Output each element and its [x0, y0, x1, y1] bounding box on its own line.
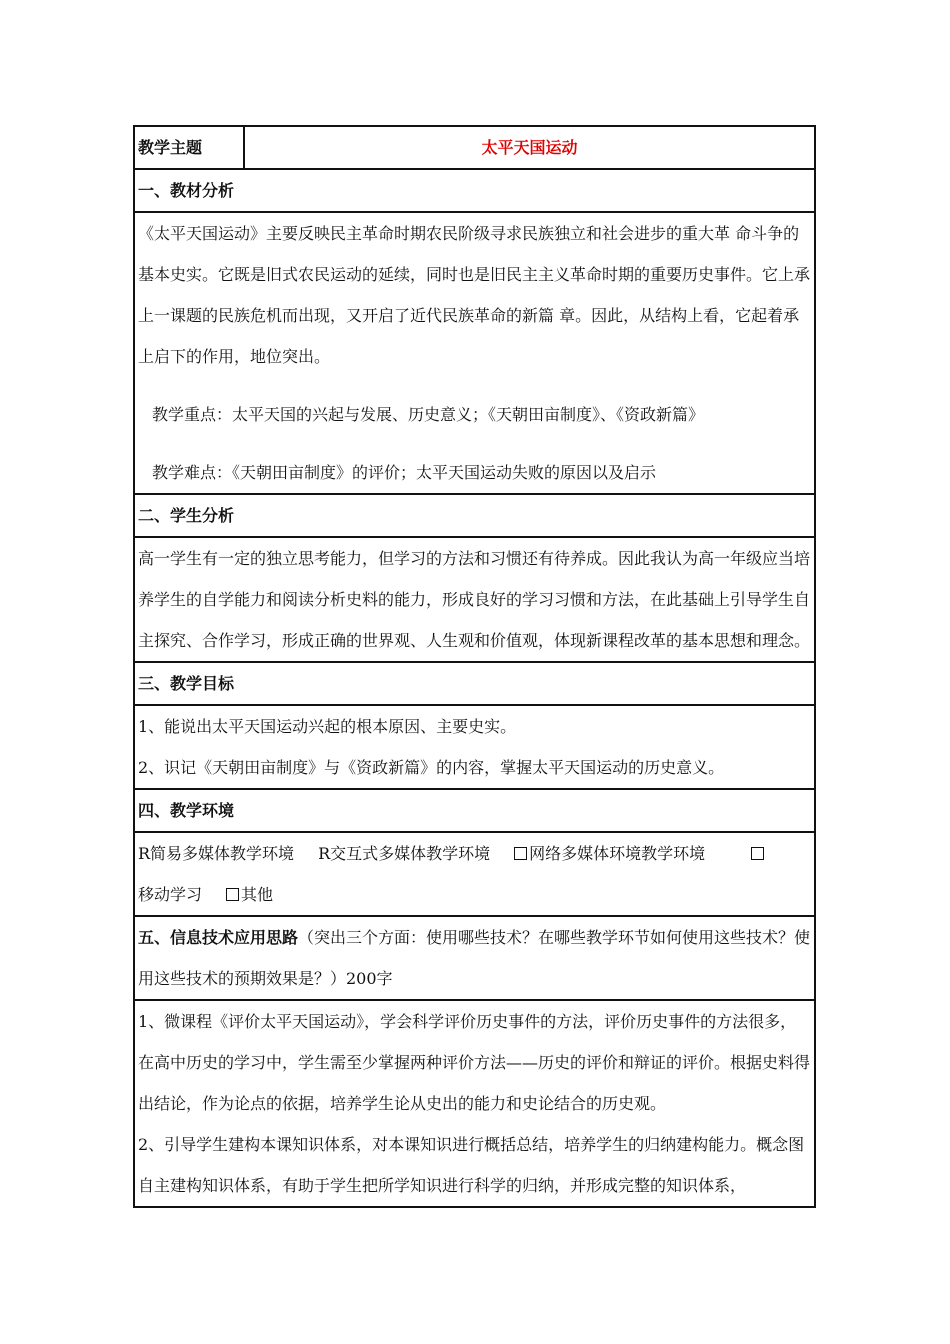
environment-heading: 四、教学环境: [134, 789, 815, 832]
environment-heading-row: [134, 789, 815, 832]
students-heading: 二、学生分析: [134, 494, 815, 537]
header-row: [134, 126, 815, 169]
lesson-plan-table: [133, 125, 816, 1208]
material-body-row: [134, 212, 815, 494]
goals-body: [134, 705, 815, 789]
goals-body-row: [134, 705, 815, 789]
tech-heading-row: [134, 916, 815, 1000]
goals-heading: 三、教学目标: [134, 662, 815, 705]
students-heading-row: [134, 494, 815, 537]
key-points: 教学重点：太平天国的兴起与发展、历史意义；《天朝田亩制度》、《资政新篇》: [152, 405, 705, 424]
tech-body: [134, 1000, 815, 1207]
difficulties: 教学难点：《天朝田亩制度》的评价；太平天国运动失败的原因以及启示: [152, 463, 657, 482]
env-option-network[interactable]: [514, 833, 705, 874]
material-body: [134, 212, 815, 494]
students-text: 高一学生有一定的独立思考能力，但学习的方法和习惯还有待养成。因此我认为高一年级应当培养学生的自学能力和阅读分析史料的能力，形成良好的学习习惯和方法，在此基础上引导学生自主探究、合作学习，形成正确的世界观、人生观和价值观，体现新课程改革的基本思想和理念。: [134, 537, 815, 662]
tech-body-row: [134, 1000, 815, 1207]
checkbox-icon[interactable]: [751, 847, 764, 860]
env-option-mobile[interactable]: 移动学习: [138, 885, 203, 904]
tech-heading: [134, 916, 815, 1000]
checkbox-icon[interactable]: [226, 888, 239, 901]
goals-heading-row: [134, 662, 815, 705]
material-heading-row: [134, 169, 815, 212]
checkbox-icon[interactable]: [514, 847, 527, 860]
env-option-simple-multimedia[interactable]: R简易多媒体教学环境: [138, 844, 295, 863]
material-heading: 一、教材分析: [134, 169, 815, 212]
topic-title: 太平天国运动: [244, 126, 815, 169]
env-option-network-label: 网络多媒体环境教学环境: [529, 844, 706, 863]
tech-item: 2、引导学生建构本课知识体系，对本课知识进行概括总结，培养学生的归纳建构能力。概念图自主建构知识体系，有助于学生把所学知识进行科学的归纳，并形成完整的知识体系，: [138, 1135, 805, 1195]
tech-heading-bold: 五、信息技术应用思路: [138, 928, 299, 947]
material-text: 《太平天国运动》主要反映民主革命时期农民阶级寻求民族独立和社会进步的重大革 命斗争的基本史实。它既是旧式农民运动的延续，同时也是旧民主主义革命时期的重要历史事件。它上承上一课题的民族危机而出现，又开启了近代民族革命的新篇 章。因此，从结构上看，它起着承上启下的作用，地位突出。: [138, 224, 811, 366]
environment-options: [134, 832, 815, 916]
tech-item: 1、微课程《评价太平天国运动》，学会科学评价历史事件的方法，评价历史事件的方法很多，在高中历史的学习中，学生需至少掌握两种评价方法——历史的评价和辩证的评价。根据史料得出结论，作为论点的依据，培养学生论从史出的能力和史论结合的历史观。: [138, 1012, 811, 1113]
env-option-interactive-multimedia[interactable]: R交互式多媒体教学环境: [318, 844, 491, 863]
goal-item: 2、识记《天朝田亩制度》与《资政新篇》的内容，掌握太平天国运动的历史意义。: [138, 758, 725, 777]
environment-body-row: [134, 832, 815, 916]
env-option-other-label: 其他: [241, 885, 274, 904]
students-body-row: [134, 537, 815, 662]
goal-item: 1、能说出太平天国运动兴起的根本原因、主要史实。: [138, 717, 517, 736]
tech-heading-note: （突出三个方面：使用哪些技术？在哪些教学环节如何使用这些技术？使用这些技术的预期效果是？）200字: [138, 928, 811, 988]
env-option-other[interactable]: [226, 874, 273, 915]
topic-label: 教学主题: [134, 126, 244, 169]
